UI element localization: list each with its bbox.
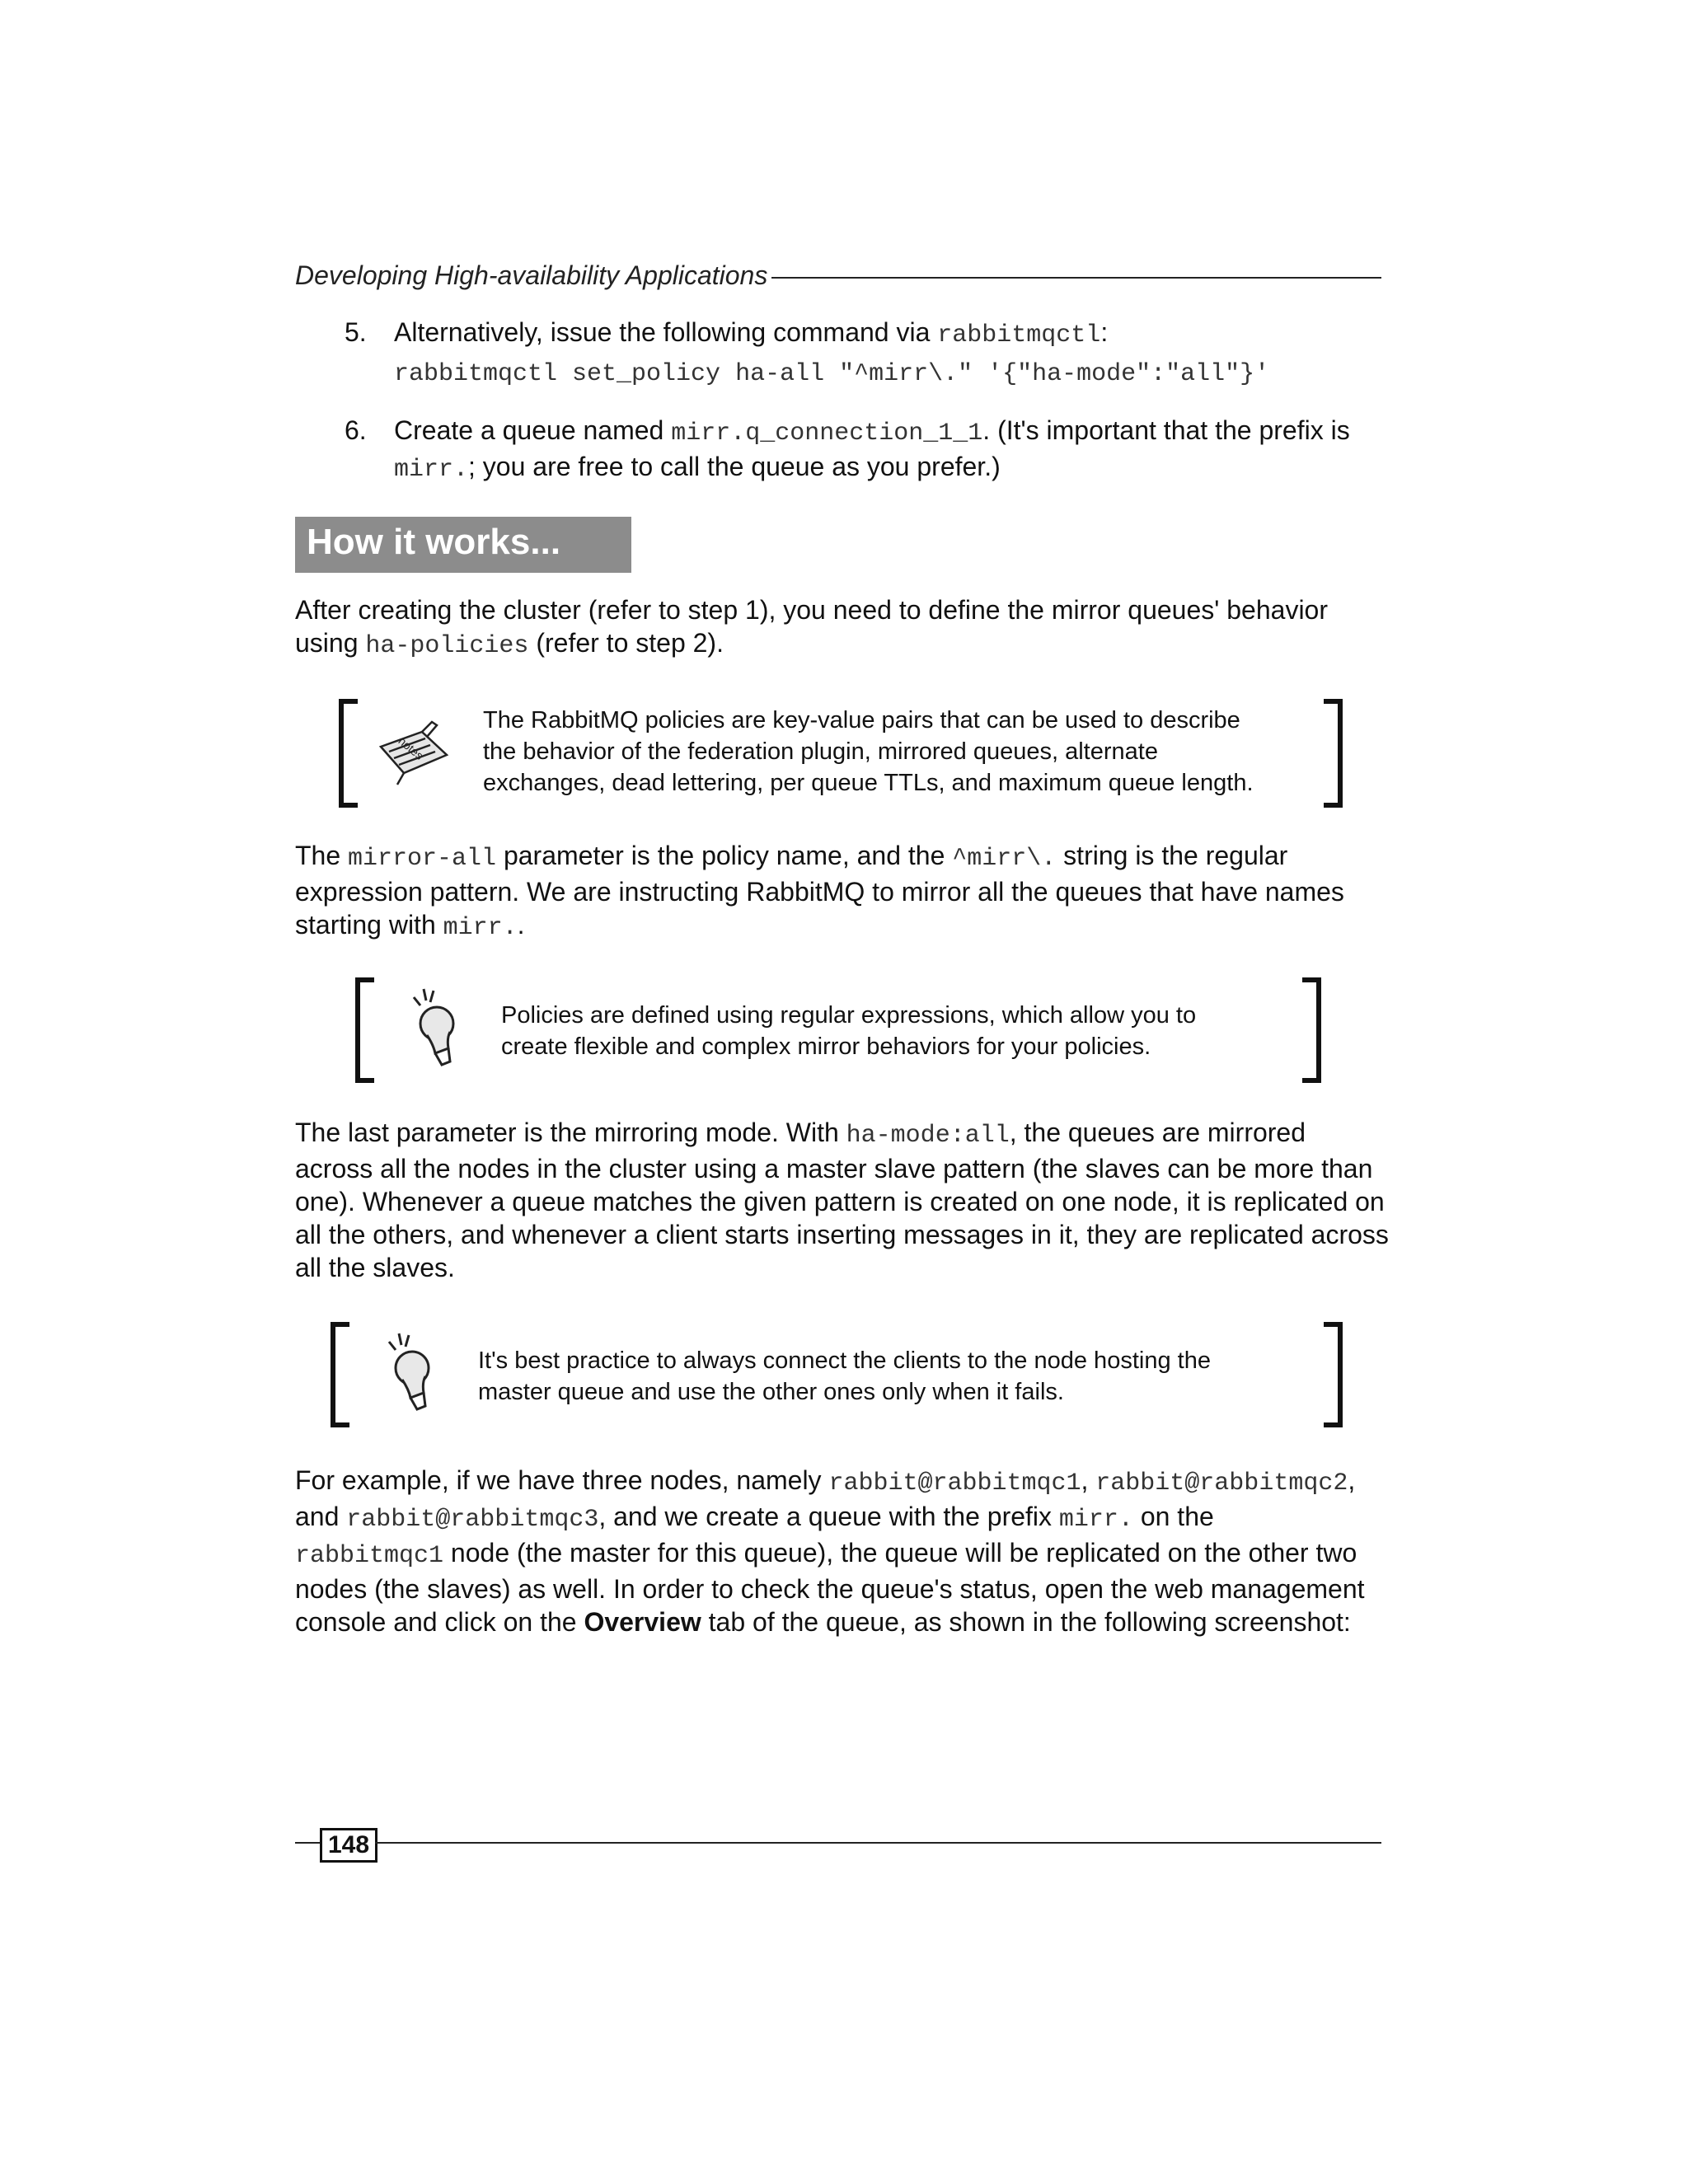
- inline-code: ha-policies: [365, 632, 529, 660]
- paragraph-3: The last parameter is the mirroring mode. With ha-mode:all, the queues are mirrored across all the nodes in the cluster using a master slave pattern (the slaves can be more than one). Whenever a queue matches the given pattern is created on one node, it is replicated on all the others, and whenever a client starts inserting messages in it, they are replicated across all the slaves.: [295, 1118, 1389, 1282]
- inline-code: mirr.: [1058, 1506, 1133, 1534]
- running-header: [295, 255, 1381, 297]
- inline-code: rabbitmqctl: [937, 321, 1101, 349]
- header-rule: [771, 277, 1381, 279]
- inline-code: mirror-all: [348, 845, 497, 873]
- right-bracket: [1320, 699, 1345, 808]
- note-1-text: The RabbitMQ policies are key-value pairs that can be used to describe the behavior of the federation plugin, mirrored queues, alternate exchanges, dead lettering, per queue TTLs, and maximum queue length.: [483, 707, 1254, 796]
- inline-code: rabbit@rabbitmqc3: [346, 1506, 599, 1534]
- note-3-text: It's best practice to always connect the clients to the node hosting the master queue and use the other ones only when it fails.: [478, 1347, 1211, 1405]
- right-bracket: [1299, 977, 1324, 1083]
- overview-tab-reference: Overview: [584, 1607, 701, 1637]
- inline-code: ha-mode:all: [846, 1122, 1010, 1150]
- paragraph-4: For example, if we have three nodes, namely rabbit@rabbitmqc1, rabbit@rabbitmqc2, and rabbit@rabbitmqc3, and we create a queue with the prefix mirr. on the rabbitmqc1 node (the master for this queue), the queue will be replicated on the other two nodes (the slaves) as well. In order to check the queue's status, open the web management console and click on the Overview tab of the queue, as shown in the following screenshot:: [295, 1465, 1365, 1637]
- right-bracket: [1320, 1322, 1345, 1427]
- inline-code: mirr.q_connection_1_1: [671, 419, 983, 448]
- inline-code: rabbitmqc1: [295, 1542, 444, 1570]
- inline-code: rabbit@rabbitmqc2: [1095, 1469, 1348, 1497]
- inline-code: ^mirr\.: [952, 845, 1057, 873]
- left-bracket: [328, 1322, 353, 1427]
- paragraph-2: The mirror-all parameter is the policy name, and the ^mirr\. string is the regular expression pattern. We are instructing RabbitMQ to mirror all the queues that have names starting with mirr..: [295, 841, 1344, 942]
- left-bracket: [336, 699, 361, 808]
- paragraph-1: After creating the cluster (refer to step 1), you need to define the mirror queues' behavior using ha-policies (refer to step 2).: [295, 595, 1328, 660]
- step-6-number: 6.: [345, 415, 367, 445]
- lightbulb-icon: [374, 1330, 448, 1418]
- step-5-number: 5.: [345, 317, 367, 347]
- left-bracket: [353, 977, 377, 1083]
- inline-code: mirr.: [443, 914, 518, 942]
- svg-text:notes: notes: [396, 733, 426, 762]
- inline-code: mirr.: [394, 456, 469, 484]
- note-2-text: Policies are defined using regular expressions, which allow you to create flexible and complex mirror behaviors for your policies.: [501, 1002, 1197, 1060]
- command-line: rabbitmqctl set_policy ha-all "^mirr\." '{"ha-mode":"all"}': [394, 360, 1270, 388]
- page-number: 148: [320, 1828, 377, 1863]
- step-6-text: Create a queue named mirr.q_connection_1_1. (It's important that the prefix is mirr.; you are free to call the queue as you prefer.): [394, 415, 1350, 484]
- footer-rule: [375, 1842, 1381, 1844]
- step-5-text: Alternatively, issue the following command via rabbitmqctl:: [394, 317, 1109, 349]
- notes-icon: [373, 714, 457, 790]
- lightbulb-icon: [399, 986, 473, 1073]
- footer-rule: [295, 1842, 320, 1844]
- section-title: How it works...: [307, 522, 561, 562]
- header-title: Developing High-availability Applications: [295, 260, 768, 290]
- section-heading: [295, 517, 631, 573]
- inline-code: rabbit@rabbitmqc1: [828, 1469, 1081, 1497]
